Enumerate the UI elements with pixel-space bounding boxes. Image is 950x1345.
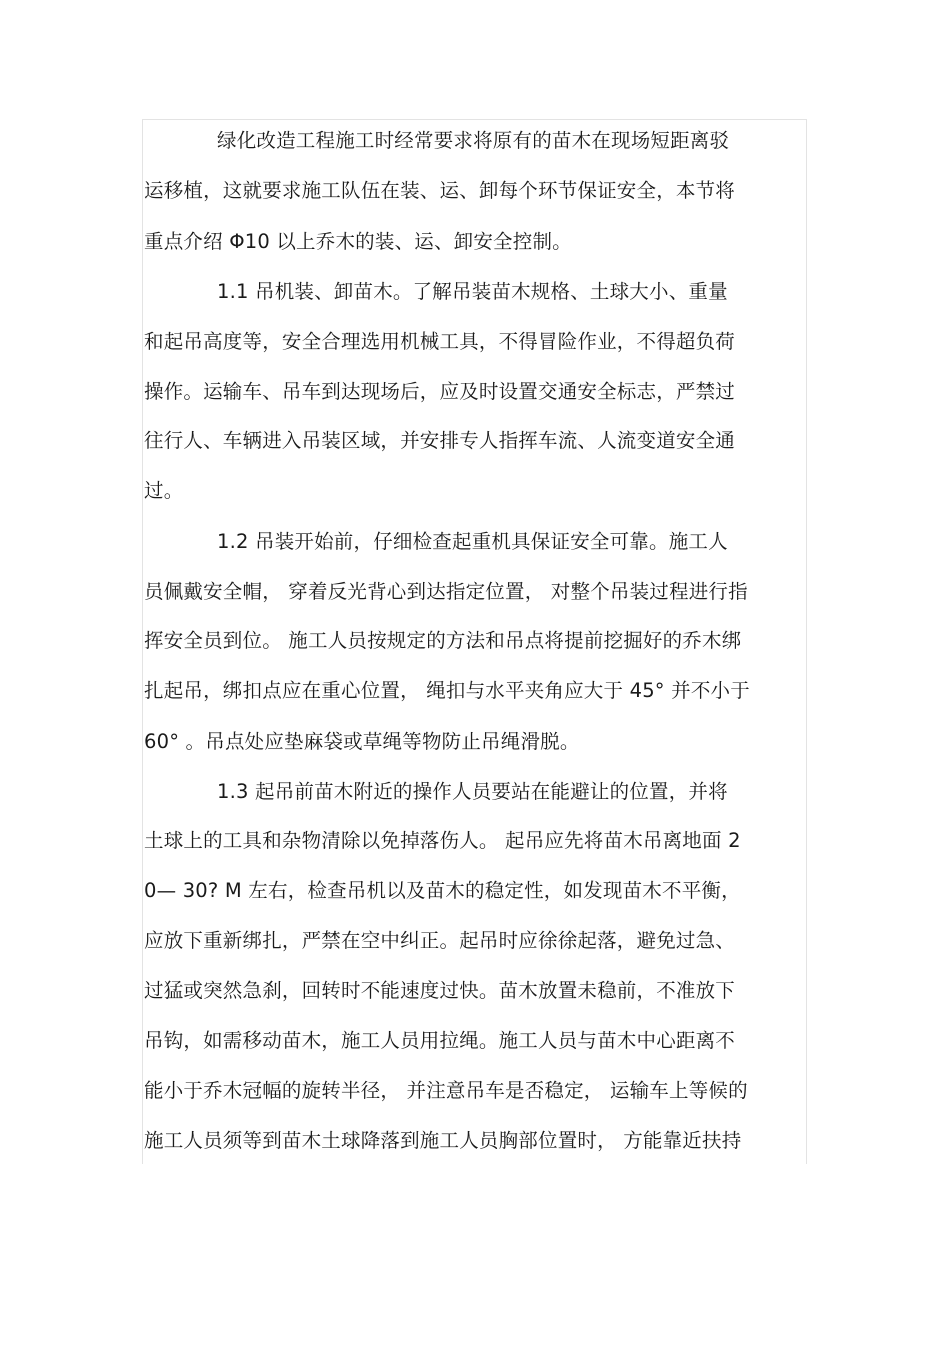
section-1-1-line-3: 操作。运输车、吊车到达现场后，应及时设置交通安全标志，严禁过 [144,380,736,403]
section-1-2-line-1: 1.2 吊装开始前，仔细检查起重机具保证安全可靠。施工人 [217,530,728,553]
section-1-3-line-7: 能小于乔木冠幅的旋转半径， 并注意吊车是否稳定， 运输车上等候的 [144,1079,748,1102]
section-1-3-line-3: 0— 30? M 左右，检查吊机以及苗木的稳定性，如发现苗木不平衡， [144,879,741,902]
section-1-3-line-2: 土球上的工具和杂物清除以免掉落伤人。 起吊应先将苗木吊离地面 2 [144,829,741,852]
section-1-3-line-4: 应放下重新绑扎，严禁在空中纠正。起吊时应徐徐起落，避免过急、 [144,929,736,952]
section-1-3-line-5: 过猛或突然急刹，回转时不能速度过快。苗木放置未稳前，不准放下 [144,979,736,1002]
paragraph-intro-line-2: 运移植，这就要求施工队伍在装、运、卸每个环节保证安全，本节将 [144,179,736,202]
section-1-1-line-2: 和起吊高度等，安全合理选用机械工具，不得冒险作业，不得超负荷 [144,330,736,353]
section-1-2-line-3: 挥安全员到位。 施工人员按规定的方法和吊点将提前挖掘好的乔木绑 [144,629,742,652]
section-1-1-line-5: 过。 [144,479,184,502]
section-1-3-line-1: 1.3 起吊前苗木附近的操作人员要站在能避让的位置，并将 [217,780,728,803]
section-1-2-line-5: 60° 。吊点处应垫麻袋或草绳等物防止吊绳滑脱。 [144,730,580,753]
section-1-2-line-4: 扎起吊，绑扣点应在重心位置， 绳扣与水平夹角应大于 45° 并不小于 [144,679,750,702]
section-1-3-line-6: 吊钩，如需移动苗木，施工人员用拉绳。施工人员与苗木中心距离不 [144,1029,736,1052]
section-1-1-line-4: 往行人、车辆进入吊装区域，并安排专人指挥车流、人流变道安全通 [144,429,736,452]
section-1-1-line-1: 1.1 吊机装、卸苗木。了解吊装苗木规格、土球大小、重量 [217,280,728,303]
section-1-3-line-8: 施工人员须等到苗木土球降落到施工人员胸部位置时， 方能靠近扶持 [144,1129,742,1152]
paragraph-intro-line-1: 绿化改造工程施工时经常要求将原有的苗木在现场短距离驳 [217,129,730,152]
paragraph-intro-line-3: 重点介绍 Φ10 以上乔木的装、运、卸安全控制。 [144,230,572,253]
section-1-2-line-2: 员佩戴安全帽， 穿着反光背心到达指定位置， 对整个吊装过程进行指 [144,580,748,603]
